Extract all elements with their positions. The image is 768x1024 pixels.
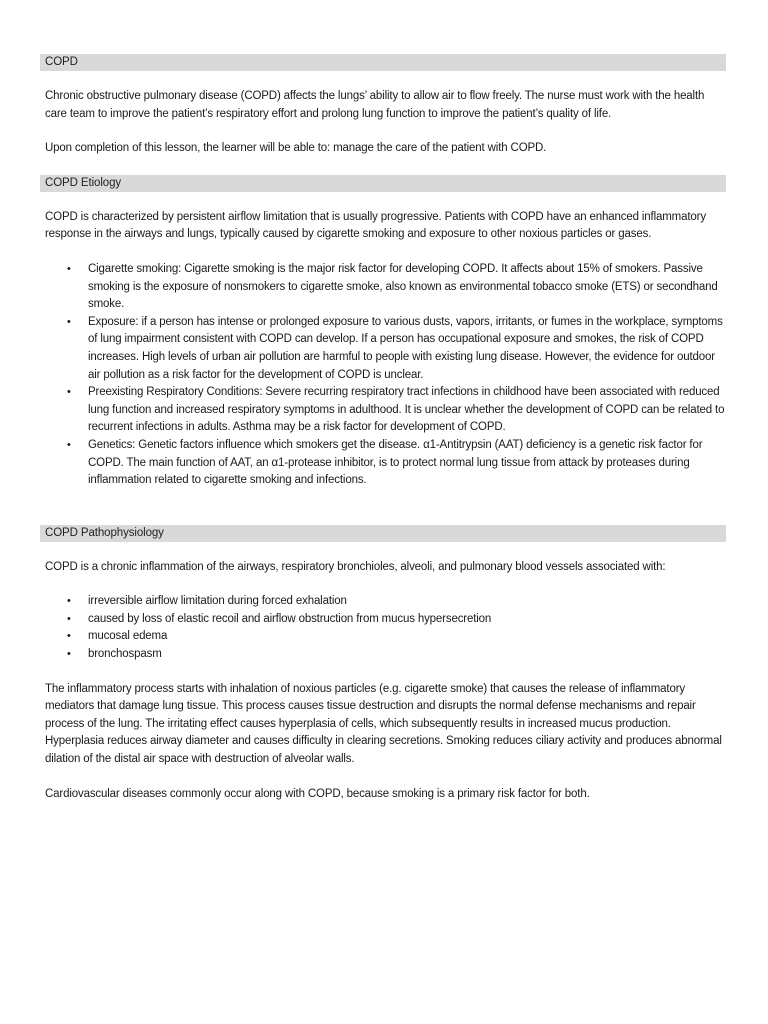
pathophysiology-intro-paragraph: COPD is a chronic inflammation of the airways, respiratory bronchioles, alveoli, and pulmonary blood vessels associated with: <box>45 560 666 573</box>
list-item-text: Cigarette smoking: Cigarette smoking is the major risk factor for developing COPD. It affects about 15% of smokers. Passive smoking is the exposure of nonsmokers to cigarette smoke, also known as environmental tobacco smoke (ETS) or secondhand smoke. <box>88 262 718 311</box>
section-heading-copd: COPD <box>40 54 726 71</box>
list-item <box>40 611 726 629</box>
list-item <box>40 384 726 437</box>
etiology-risk-factor-list <box>40 261 726 490</box>
bullet-icon: • <box>67 386 71 399</box>
document-page <box>40 54 726 803</box>
list-item <box>40 593 726 611</box>
bullet-icon: • <box>67 315 71 328</box>
learning-objective-paragraph: Upon completion of this lesson, the learner will be able to: manage the care of the patient with COPD. <box>45 142 547 155</box>
list-item-text: Preexisting Respiratory Conditions: Severe recurring respiratory tract infections in childhood have been associated with reduced lung function and increased respiratory symptoms in adulthood. It is unclear whether the development of COPD can be related to recurrent infections in adults. Asthma may be a risk factor for development of COPD. <box>88 386 725 434</box>
inflammatory-process-paragraph: The inflammatory process starts with inhalation of noxious particles (e.g. cigarette smoke) that causes the release of inflammatory mediators that damage lung tissue. This process causes tissue destruction and disrupts the normal defense mechanisms and repair process of the lung. The irritating effect causes hyperplasia of cells, which subsequently results in increased mucus production. Hyperplasia reduces airway diameter and causes difficulty in clearing secretions. Smoking reduces ciliary activity and produces abnormal dilation of the distal air space with destruction of alveolar walls. <box>45 682 722 766</box>
list-item-text: Exposure: if a person has intense or prolonged exposure to various dusts, vapors, irritants, or fumes in the workplace, symptoms of lung impairment consistent with COPD can develop. If a person has occupational exposure and smokes, the risk of COPD increases. High levels of urban air pollution are harmful to people with existing lung disease. However, the evidence for outdoor air pollution as a risk factor for the development of COPD is unclear. <box>88 315 723 381</box>
bullet-icon: • <box>67 438 71 451</box>
section-heading-etiology: COPD Etiology <box>40 175 726 192</box>
list-item <box>40 628 726 646</box>
list-item <box>40 646 726 664</box>
pathophysiology-list <box>40 593 726 663</box>
cardiovascular-note-paragraph: Cardiovascular diseases commonly occur along with COPD, because smoking is a primary risk factor for both. <box>45 787 590 800</box>
list-item-text: mucosal edema <box>88 630 168 643</box>
section-heading-pathophysiology: COPD Pathophysiology <box>40 525 726 542</box>
list-item-text: caused by loss of elastic recoil and airflow obstruction from mucus hypersecretion <box>88 612 492 625</box>
bullet-icon: • <box>67 595 71 608</box>
list-item <box>40 261 726 314</box>
bullet-icon: • <box>67 612 71 625</box>
list-item-text: bronchospasm <box>88 648 162 661</box>
bullet-icon: • <box>67 630 71 643</box>
list-item-text: Genetics: Genetic factors influence which smokers get the disease. α1-Antitrypsin (AAT) deficiency is a genetic risk factor for COPD. The main function of AAT, an α1-protease inhibitor, is to protect normal lung tissue from attack by proteases during inflammation related to cigarette smoking and infections. <box>88 438 703 487</box>
bullet-icon: • <box>67 648 71 661</box>
list-item-text: irreversible airflow limitation during forced exhalation <box>88 595 347 608</box>
list-item <box>40 437 726 490</box>
bullet-icon: • <box>67 262 71 275</box>
list-item <box>40 314 726 384</box>
copd-overview-paragraph: Chronic obstructive pulmonary disease (COPD) affects the lungs’ ability to allow air to flow freely. The nurse must work with the health care team to improve the patient’s respiratory effort and prolong lung function to improve the patient’s quality of life. <box>45 90 705 120</box>
etiology-intro-paragraph: COPD is characterized by persistent airflow limitation that is usually progressive. Patients with COPD have an enhanced inflammatory response in the airways and lungs, typically caused by cigarette smoking and exposure to other noxious particles or gases. <box>45 210 706 241</box>
